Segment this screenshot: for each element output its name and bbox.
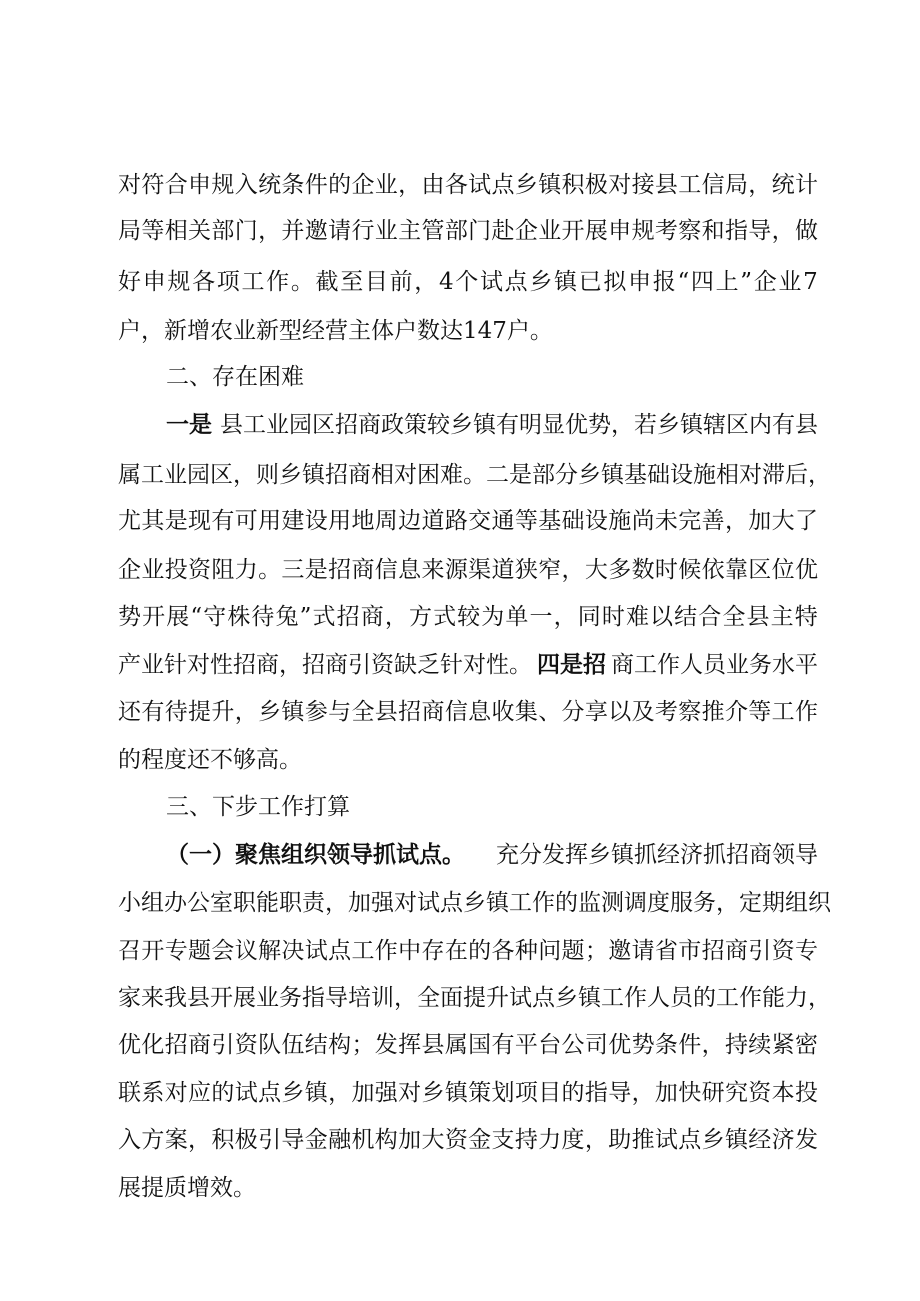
paragraph-line: 好 申 规 各 项 工 作 。 截 至 目 前 ， 4 个 试 点 乡 镇 已 拟 申 报 “ 四 上 ” 企 业 7 <box>118 269 818 295</box>
paragraph-line: 联 系 对 应 的 试 点 乡 镇 ， 加 强 对 乡 镇 策 划 项 目 的 指 导 ， 加 快 研 究 资 本 投 <box>118 1080 818 1106</box>
paragraph-line: 企 业 投 资 阻 力 。 三 是 招 商 信 息 来 源 渠 道 狭 窄 ， 大 多 数 时 候 依 靠 区 位 优 <box>118 557 818 583</box>
paragraph-line: 对 符 合 申 规 入 统 条 件 的 企 业 ， 由 各 试 点 乡 镇 积 极 对 接 县 工 信 局 ， 统 计 <box>118 172 818 198</box>
emphasis-text: （一）聚焦组织领导抓试点。 <box>166 842 465 868</box>
paragraph-line: 优 化 招 商 引 资 队 伍 结 构 ； 发 挥 县 属 国 有 平 台 公 司 优 势 条 件 ， 持 续 紧 密 <box>118 1032 818 1058</box>
section-heading: 三、下步工作打算 <box>166 794 350 820</box>
section-heading: 二、存在困难 <box>166 364 304 390</box>
text-run: 商工作人员业务水平 <box>611 652 818 678</box>
paragraph-line: 召 开 专 题 会 议 解 决 试 点 工 作 中 存 在 的 各 种 问 题 ； 邀 请 省 市 招 商 引 资 专 <box>118 938 818 964</box>
paragraph-line: 户，新增农业新型经营主体户数达147户。 <box>118 318 553 344</box>
paragraph-line: 展提质增效。 <box>118 1175 256 1201</box>
paragraph-line: 入 方 案 ， 积 极 引 导 金 融 机 构 加 大 资 金 支 持 力 度 ， 助 推 试 点 乡 镇 经 济 发 <box>118 1127 818 1153</box>
paragraph-line: 家 来 我 县 开 展 业 务 指 导 培 训 ， 全 面 提 升 试 点 乡 镇 工 作 人 员 的 工 作 能 力 ， <box>118 985 831 1011</box>
emphasis-text: 四是招 <box>537 652 606 678</box>
text-run: 县工业园区招商政策较乡镇有明显优势，若乡镇辖区内有县 <box>220 412 818 438</box>
paragraph-line: 势 开 展 “ 守 株 待 兔 ” 式 招 商 ， 方 式 较 为 单 一 ， 同 时 难 以 结 合 全 县 主 特 <box>118 604 818 630</box>
paragraph-line <box>166 840 818 870</box>
text-run: 充分发挥乡镇抓经济抓招商领导 <box>496 842 818 868</box>
paragraph-line: 尤 其 是 现 有 可 用 建 设 用 地 周 边 道 路 交 通 等 基 础 设 施 尚 未 完 善 ， 加 大 了 <box>118 508 818 534</box>
emphasis-text: 一是 <box>166 412 212 438</box>
paragraph-line <box>118 650 818 680</box>
text-run: 产业针对性招商，招商引资缺乏针对性。 <box>118 652 532 678</box>
paragraph-line: 属 工 业 园 区 ， 则 乡 镇 招 商 相 对 困 难 。 二 是 部 分 乡 镇 基 础 设 施 相 对 滞 后 ， <box>118 462 831 488</box>
paragraph-line: 还 有 待 提 升 ， 乡 镇 参 与 全 县 招 商 信 息 收 集 、 分 享 以 及 考 察 推 介 等 工 作 <box>118 699 818 725</box>
paragraph-line <box>166 410 818 440</box>
paragraph-line: 的程度还不够高。 <box>118 747 302 773</box>
paragraph-line: 局 等 相 关 部 门 ， 并 邀 请 行 业 主 管 部 门 赴 企 业 开 展 申 规 考 察 和 指 导 ， 做 <box>118 218 818 244</box>
paragraph-line: 小 组 办 公 室 职 能 职 责 ， 加 强 对 试 点 乡 镇 工 作 的 监 测 调 度 服 务 ， 定 期 组 织 <box>118 890 831 916</box>
